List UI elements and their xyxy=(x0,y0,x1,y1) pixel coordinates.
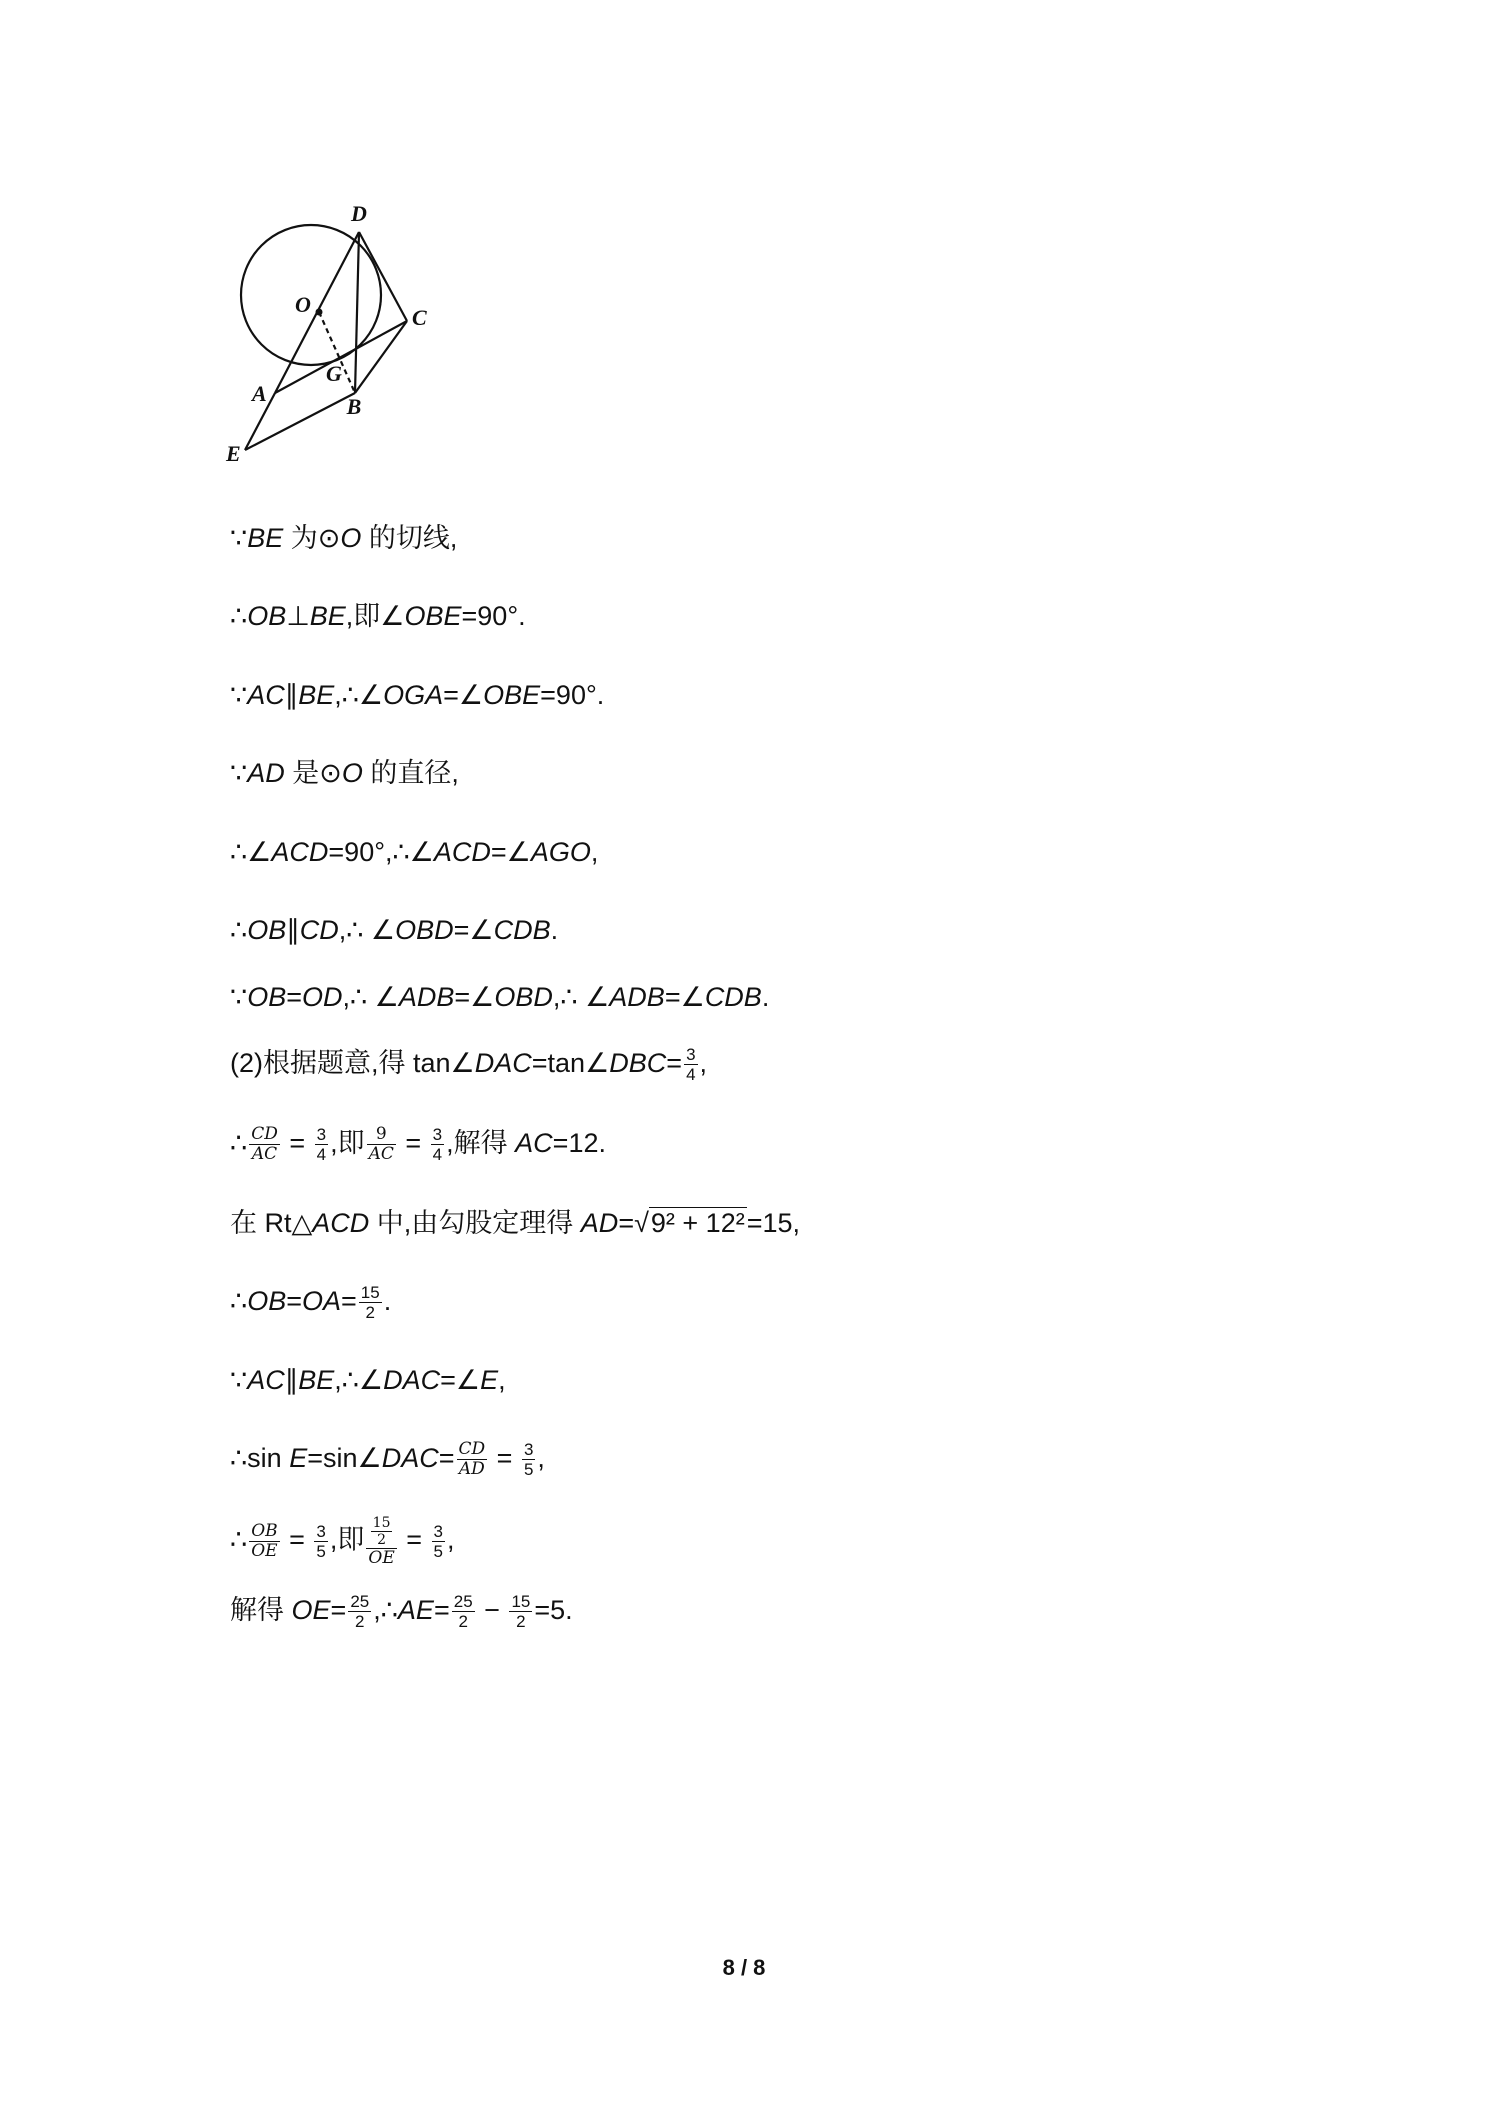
numerator: 3 xyxy=(316,1522,326,1541)
text: , xyxy=(447,1524,455,1555)
text: . xyxy=(550,915,559,945)
proof-line-13 xyxy=(230,1438,545,1479)
text: ∥ xyxy=(284,680,299,710)
text: = xyxy=(330,1595,347,1625)
denominator: AC xyxy=(368,1144,394,1165)
numerator: 3 xyxy=(433,1522,443,1541)
segment-db xyxy=(355,232,359,393)
text: , xyxy=(590,837,599,867)
text: ,∴∠ xyxy=(334,1365,384,1395)
numerator: 15 xyxy=(511,1592,531,1612)
numerator: 25 xyxy=(350,1592,370,1612)
text: = xyxy=(433,1595,450,1625)
text: 是⊙ xyxy=(284,758,342,788)
text: =5. xyxy=(534,1595,573,1625)
label-c: C xyxy=(412,305,427,330)
label-e: E xyxy=(226,441,241,466)
text: ∵ xyxy=(230,523,248,553)
text: = xyxy=(666,1048,683,1078)
text: 的直径, xyxy=(362,758,459,788)
text: ∵ xyxy=(230,982,248,1012)
label-b: B xyxy=(346,394,362,419)
label-g: G xyxy=(326,361,342,386)
text: = xyxy=(489,1443,520,1473)
proof-line-7 xyxy=(230,977,769,1017)
proof-line-11 xyxy=(230,1281,391,1322)
fraction xyxy=(522,1440,535,1479)
denominator: 2 xyxy=(365,1303,375,1323)
text: ,即∠ xyxy=(345,601,405,631)
numerator: OB xyxy=(251,1521,278,1541)
compound-fraction xyxy=(366,1515,396,1568)
text: ,∴ ∠ xyxy=(552,982,610,1012)
fraction xyxy=(432,1522,445,1561)
denominator: 4 xyxy=(316,1145,327,1165)
numerator: 3 xyxy=(686,1045,696,1065)
proof-line-5 xyxy=(230,832,598,872)
center-point-o xyxy=(316,309,323,316)
denominator: OE xyxy=(368,1548,395,1568)
proof-line-6 xyxy=(230,910,558,950)
text: ∴ xyxy=(230,601,248,631)
math-var: ADB xyxy=(398,982,455,1012)
numerator: 3 xyxy=(316,1125,327,1145)
fraction xyxy=(348,1592,371,1631)
math-var: OB xyxy=(247,601,287,631)
text: , xyxy=(498,1365,506,1395)
text: (2)根据题意,得 tan∠ xyxy=(230,1048,475,1078)
math-var: OBD xyxy=(395,915,454,945)
fraction xyxy=(249,1522,279,1561)
fraction xyxy=(249,1125,280,1164)
math-var: OA xyxy=(301,1286,341,1316)
math-var: AC xyxy=(247,680,285,710)
text: =90°. xyxy=(540,680,605,710)
math-var: O xyxy=(341,758,363,788)
text: ,∴ ∠ xyxy=(342,982,399,1012)
text: ,即 xyxy=(329,1524,365,1555)
fraction xyxy=(457,1440,488,1479)
denominator: 4 xyxy=(432,1145,443,1165)
text: =∠ xyxy=(664,982,705,1012)
text: = xyxy=(398,1524,430,1555)
proof-line-1 xyxy=(230,518,457,558)
denominator: 5 xyxy=(523,1460,534,1480)
segment-dc xyxy=(359,232,407,321)
text: =∠ xyxy=(440,1365,481,1395)
text: ∵ xyxy=(230,758,248,788)
text: . xyxy=(761,982,770,1012)
text: − xyxy=(476,1595,508,1625)
sqrt-expression xyxy=(649,1207,747,1238)
denominator: 2 xyxy=(458,1612,468,1632)
math-var: CD xyxy=(299,915,339,945)
math-var: OBE xyxy=(404,601,462,631)
math-var: AD xyxy=(247,758,285,788)
text: = xyxy=(286,982,302,1012)
text: ,即 xyxy=(330,1128,365,1158)
denominator: 2 xyxy=(377,1532,387,1548)
proof-line-8 xyxy=(230,1043,707,1084)
numerator: 3 xyxy=(523,1440,534,1460)
math-var: OB xyxy=(247,1286,287,1316)
math-var: OGA xyxy=(383,680,444,710)
denominator: 5 xyxy=(433,1542,443,1561)
denominator: 4 xyxy=(686,1065,696,1085)
segment-bc xyxy=(355,321,407,393)
numerator xyxy=(366,1515,396,1549)
text: = xyxy=(281,1524,313,1555)
math-var: DBC xyxy=(609,1048,667,1078)
text: 为⊙ xyxy=(283,523,341,553)
fraction xyxy=(371,1515,393,1548)
math-var: ACD xyxy=(312,1208,370,1238)
fraction xyxy=(431,1125,444,1164)
math-var: AGO xyxy=(530,837,591,867)
math-var: OB xyxy=(247,982,287,1012)
math-var: AC xyxy=(515,1128,553,1158)
fraction xyxy=(509,1592,532,1631)
denominator: AD xyxy=(458,1459,485,1480)
denominator: OE xyxy=(251,1541,278,1561)
fraction xyxy=(359,1283,382,1322)
text: ,∴ xyxy=(373,1595,398,1625)
text: = xyxy=(341,1286,357,1316)
proof-line-3 xyxy=(230,675,604,715)
text: =sin∠ xyxy=(307,1443,382,1473)
text: ∴ xyxy=(230,1524,248,1555)
math-var: O xyxy=(340,523,362,553)
text: ∵ xyxy=(230,1365,248,1395)
text: = xyxy=(286,1286,302,1316)
proof-line-4 xyxy=(230,753,459,793)
math-var: ACD xyxy=(271,837,329,867)
math-var: OB xyxy=(247,915,287,945)
text: = xyxy=(438,1443,455,1473)
radicand: 9² + 12² xyxy=(650,1208,745,1238)
text: ∥ xyxy=(284,1365,299,1395)
text: 的切线, xyxy=(361,523,458,553)
text: =∠ xyxy=(490,837,531,867)
text: =15, xyxy=(746,1208,801,1238)
math-var: BE xyxy=(247,523,284,553)
text: ∥ xyxy=(286,915,300,945)
text: =12. xyxy=(552,1128,606,1158)
fraction xyxy=(314,1522,327,1561)
math-var: OE xyxy=(291,1595,331,1625)
denominator: 5 xyxy=(316,1542,326,1561)
denominator: AC xyxy=(251,1144,278,1165)
fraction xyxy=(367,1125,396,1164)
page-number: 8 / 8 xyxy=(722,1955,766,1980)
math-var: OD xyxy=(301,982,343,1012)
text: =90°,∴∠ xyxy=(328,837,434,867)
fraction xyxy=(315,1125,328,1164)
math-var: E xyxy=(480,1365,499,1395)
math-var: E xyxy=(289,1443,308,1473)
text: ⊥ xyxy=(286,601,310,631)
text: , xyxy=(537,1443,545,1473)
proof-line-15 xyxy=(230,1590,573,1631)
math-var: CDB xyxy=(493,915,551,945)
math-var: DAC xyxy=(381,1443,439,1473)
text: ,∴ ∠ xyxy=(338,915,396,945)
proof-line-2 xyxy=(230,596,526,636)
denominator: 2 xyxy=(516,1612,526,1632)
denominator: 2 xyxy=(355,1612,365,1632)
numerator: 15 xyxy=(360,1283,380,1303)
label-o: O xyxy=(295,292,311,317)
text: ∴ xyxy=(230,1286,248,1316)
numerator: 25 xyxy=(453,1592,473,1612)
math-var: BE xyxy=(298,1365,335,1395)
text: =∠ xyxy=(453,915,494,945)
proof-line-10 xyxy=(230,1203,800,1243)
fraction xyxy=(452,1592,475,1631)
text: =√ xyxy=(618,1208,649,1238)
math-var: BE xyxy=(298,680,335,710)
proof-line-9 xyxy=(230,1123,606,1164)
text: ,∴∠ xyxy=(334,680,384,710)
numerator: 15 xyxy=(372,1515,391,1531)
text: = xyxy=(281,1128,313,1158)
text: , xyxy=(699,1048,708,1078)
text: ∴∠ xyxy=(230,837,272,867)
geometry-figure xyxy=(215,195,455,475)
math-var: DAC xyxy=(383,1365,441,1395)
text: =tan∠ xyxy=(531,1048,610,1078)
proof-line-14 xyxy=(230,1515,455,1568)
text: =∠ xyxy=(454,982,495,1012)
text: =∠ xyxy=(443,680,484,710)
math-var: ACD xyxy=(433,837,491,867)
proof-line-12 xyxy=(230,1360,506,1400)
math-var: BE xyxy=(309,601,346,631)
text: 在 Rt△ xyxy=(230,1208,313,1238)
circle-o xyxy=(241,225,381,365)
math-var: AE xyxy=(397,1595,434,1625)
text: ∵ xyxy=(230,680,248,710)
math-var: AC xyxy=(247,1365,285,1395)
math-var: ADB xyxy=(609,982,665,1012)
text: ,解得 xyxy=(446,1128,516,1158)
fraction xyxy=(684,1045,697,1084)
math-var: AD xyxy=(580,1208,619,1238)
math-var: CDB xyxy=(704,982,762,1012)
text: 中,由勾股定理得 xyxy=(369,1208,581,1238)
text: ∴sin xyxy=(230,1443,290,1473)
numerator: CD xyxy=(458,1439,486,1460)
text: . xyxy=(383,1286,392,1316)
text: ∴ xyxy=(230,1128,248,1158)
numerator: 3 xyxy=(432,1125,443,1145)
text: 解得 xyxy=(230,1595,292,1625)
text: = xyxy=(397,1128,429,1158)
numerator: 9 xyxy=(367,1125,396,1145)
label-a: A xyxy=(252,381,267,406)
text: ∴ xyxy=(230,915,248,945)
math-var: OBE xyxy=(483,680,541,710)
text: =90°. xyxy=(461,601,526,631)
label-d: D xyxy=(351,201,367,226)
numerator: CD xyxy=(251,1124,278,1145)
math-var: OBD xyxy=(494,982,553,1012)
math-var: DAC xyxy=(474,1048,532,1078)
